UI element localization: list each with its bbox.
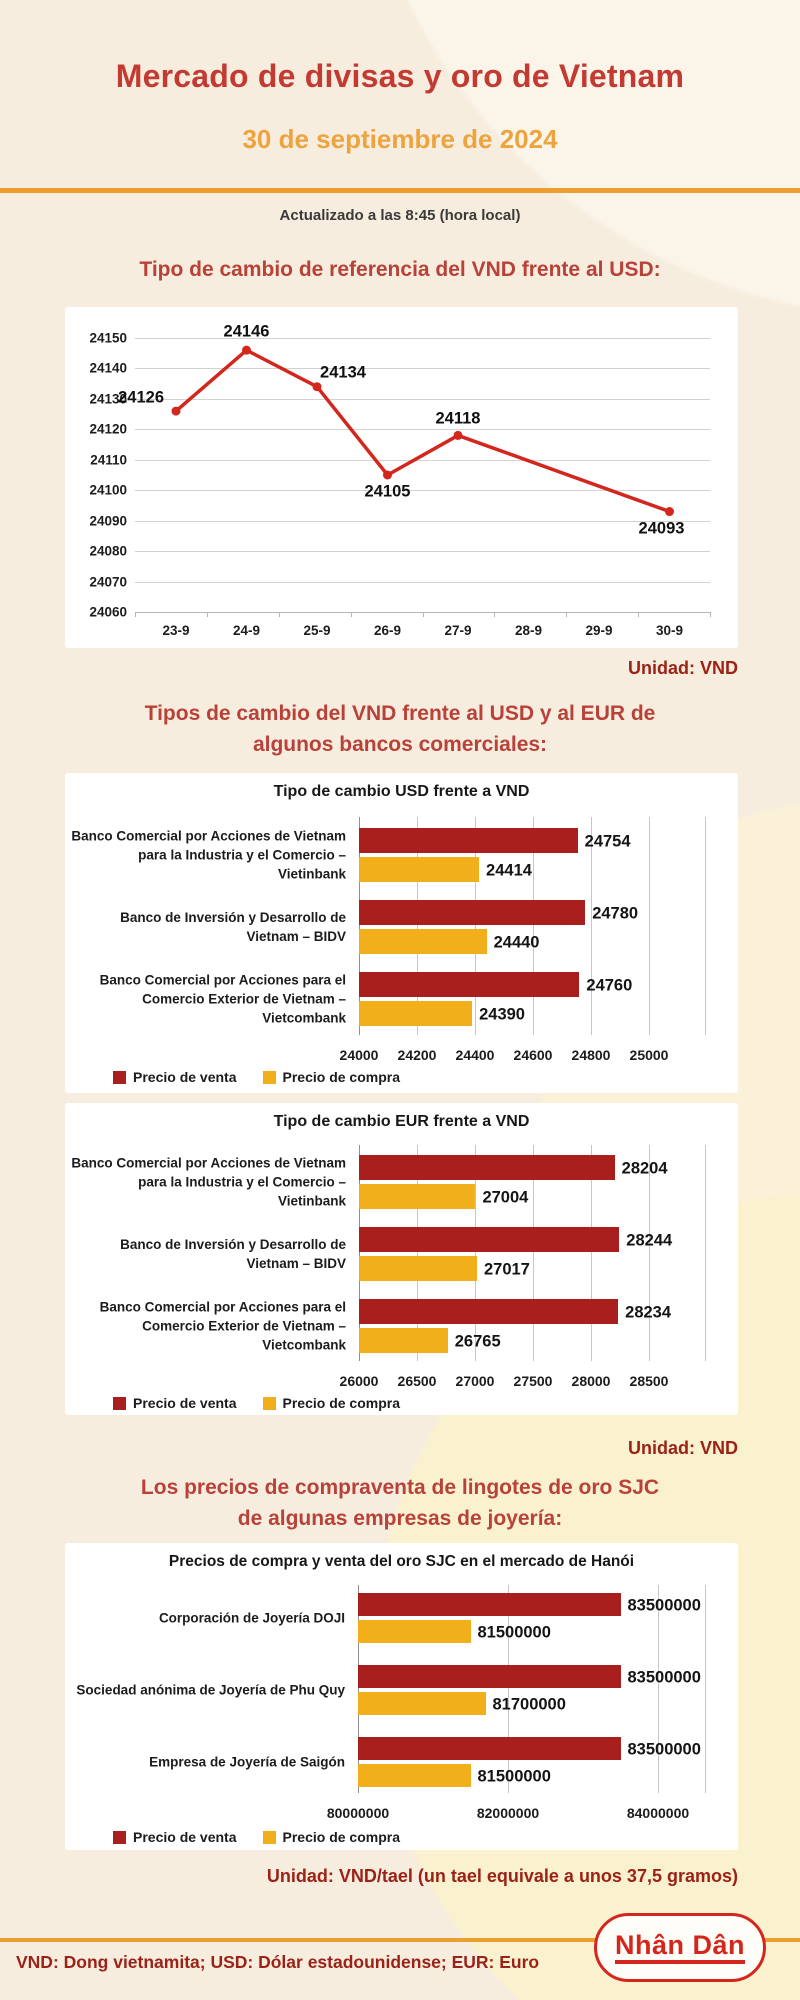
legend-item — [113, 1829, 237, 1845]
page-title: Mercado de divisas y oro de Vietnam — [115, 58, 685, 94]
y-tick-label: 24120 — [89, 421, 127, 437]
x-tick-label: 24600 — [513, 1047, 553, 1063]
bank-label: Banco de Inversión y Desarrollo de Vietnam – BIDV — [120, 1237, 346, 1271]
legend-label: Precio de compra — [282, 1829, 400, 1845]
x-tick-label: 25000 — [629, 1047, 669, 1063]
data-label: 24134 — [320, 363, 366, 382]
unit-note-vnd-1: Unidad: VND — [628, 658, 738, 678]
x-tick-label: 26-9 — [373, 623, 402, 638]
usd-chart-plot — [65, 773, 738, 1093]
chart-legend — [113, 1395, 400, 1411]
bank-label: Banco de Inversión y Desarrollo de Vietnam – BIDV — [120, 910, 346, 944]
bank-label: Sociedad anónima de Joyería de Phu Quy — [76, 1682, 345, 1698]
bar-value-label: 26765 — [454, 1332, 501, 1350]
bar-value-label: 28204 — [621, 1159, 668, 1177]
buy-legend-swatch — [263, 1831, 276, 1844]
usd-bank-bar-chart-panel — [65, 773, 738, 1093]
y-tick-label: 24070 — [89, 574, 127, 590]
legend-label: Precio de venta — [133, 1829, 237, 1845]
bar-value-label: 83500000 — [627, 1740, 701, 1758]
bank-label: Banco Comercial por Acciones para el Comercio Exterior de Vietnam – Vietcombank — [99, 972, 346, 1026]
bank-label: Empresa de Joyería de Saigón — [149, 1754, 345, 1770]
sell-price-bar — [359, 1299, 618, 1324]
section-heading-gold-prices: Los precios de compraventa de lingotes de oro SJC de algunas empresas de joyería: — [140, 1476, 660, 1530]
chart-legend — [113, 1829, 400, 1845]
usd-chart-title: Tipo de cambio USD frente a VND — [273, 783, 530, 800]
x-tick-label: 26500 — [397, 1373, 437, 1389]
y-tick-label: 24130 — [89, 391, 127, 407]
bank-label: Banco Comercial por Acciones de Vietnam para la Industria y el Comercio – Vietinbank — [71, 828, 346, 882]
legend-item — [113, 1069, 237, 1085]
x-tick-label: 24-9 — [232, 623, 261, 638]
buy-price-bar — [358, 1692, 486, 1715]
y-tick-label: 24140 — [89, 360, 127, 376]
legend-item — [263, 1069, 401, 1085]
bar-value-label: 24754 — [584, 832, 631, 850]
page-date: 30 de septiembre de 2024 — [242, 124, 558, 154]
grid-line — [705, 1585, 706, 1793]
sell-legend-swatch — [113, 1831, 126, 1844]
grid-line — [508, 1585, 509, 1793]
legend-item — [263, 1395, 401, 1411]
legend-label: Precio de venta — [133, 1069, 237, 1085]
bank-label: Corporación de Joyería DOJI — [158, 1610, 345, 1626]
bar-value-label: 24440 — [493, 933, 540, 951]
legend-item — [113, 1395, 237, 1411]
x-tick-label: 28-9 — [514, 623, 543, 638]
y-axis-line — [358, 1585, 359, 1793]
x-tick-label: 28500 — [629, 1373, 669, 1389]
legend-item — [263, 1829, 401, 1845]
sell-price-bar — [358, 1665, 621, 1688]
data-point — [242, 346, 251, 355]
sell-price-bar — [358, 1593, 621, 1616]
x-tick-label: 24000 — [339, 1047, 379, 1063]
eur-chart-plot — [65, 1103, 738, 1415]
x-tick-label: 26000 — [339, 1373, 379, 1389]
bar-value-label: 27004 — [482, 1188, 529, 1206]
grid-line — [705, 817, 706, 1035]
bar-value-label: 81500000 — [477, 1623, 551, 1641]
data-point — [665, 507, 674, 516]
nhan-dan-logo — [594, 1913, 766, 1982]
data-label: 24146 — [223, 322, 270, 341]
y-tick-label: 24090 — [89, 513, 127, 529]
y-tick-label: 24110 — [90, 452, 127, 468]
x-tick-label: 30-9 — [655, 623, 684, 638]
bar-value-label: 24414 — [486, 861, 532, 879]
bank-label: Banco Comercial por Acciones de Vietnam para la Industria y el Comercio – Vietinbank — [71, 1155, 346, 1209]
bar-value-label: 83500000 — [627, 1596, 701, 1614]
eur-chart-title: Tipo de cambio EUR frente a VND — [273, 1113, 530, 1130]
bar-value-label: 28244 — [626, 1231, 673, 1249]
bank-label: Banco Comercial por Acciones para el Comercio Exterior de Vietnam – Vietcombank — [99, 1299, 346, 1353]
data-label: 24118 — [435, 409, 481, 428]
y-tick-label: 24060 — [89, 604, 127, 620]
x-tick-label: 84000000 — [626, 1805, 690, 1821]
x-tick-label: 80000000 — [326, 1805, 390, 1821]
legend-label: Precio de venta — [133, 1395, 237, 1411]
unit-note-vnd-tael: Unidad: VND/tael (un tael equivale a unos 37,5 gramos) — [266, 1866, 738, 1886]
gold-chart-plot — [65, 1543, 738, 1850]
sell-price-bar — [359, 1227, 619, 1252]
gold-chart-title: Precios de compra y venta del oro SJC en el mercado de Hanói — [168, 1553, 635, 1570]
updated-timestamp: Actualizado a las 8:45 (hora local) — [279, 207, 521, 224]
nhan-dan-logo-text: Nhân Dân — [615, 1932, 745, 1964]
data-point — [383, 471, 392, 480]
x-tick-label: 27500 — [513, 1373, 553, 1389]
section-heading-bank-rates: Tipos de cambio del VND frente al USD y al EUR de algunos bancos comerciales: — [144, 702, 656, 756]
bar-value-label: 27017 — [483, 1260, 530, 1278]
footer-abbreviations: VND: Dong vietnamita; USD: Dólar estadounidense; EUR: Euro — [16, 1952, 540, 1972]
bar-value-label: 81500000 — [477, 1767, 551, 1785]
y-tick-label: 24100 — [89, 482, 127, 498]
buy-price-bar — [359, 857, 479, 882]
bar-value-label: 24760 — [586, 976, 633, 994]
data-label: 24105 — [364, 482, 411, 501]
top-divider — [0, 188, 800, 193]
sell-price-bar — [358, 1737, 621, 1760]
bar-value-label: 24390 — [479, 1005, 525, 1023]
gold-bar-chart-panel — [65, 1543, 738, 1850]
sell-legend-swatch — [113, 1397, 126, 1410]
x-tick-label: 24200 — [397, 1047, 437, 1063]
rate-line — [176, 350, 670, 511]
legend-label: Precio de compra — [282, 1395, 400, 1411]
data-point — [454, 431, 463, 440]
sell-price-bar — [359, 900, 585, 925]
x-tick-label: 27-9 — [444, 623, 472, 638]
x-tick-label: 25-9 — [303, 623, 331, 638]
x-tick-label: 27000 — [455, 1373, 495, 1389]
data-point — [313, 382, 322, 391]
section-heading-reference-rate: Tipo de cambio de referencia del VND frente al USD: — [139, 258, 661, 281]
buy-legend-swatch — [263, 1071, 276, 1084]
x-tick-label: 28000 — [571, 1373, 611, 1389]
x-tick-label: 24400 — [455, 1047, 495, 1063]
grid-line — [649, 817, 650, 1035]
sell-price-bar — [359, 972, 579, 997]
unit-note-vnd-2: Unidad: VND — [628, 1438, 738, 1458]
buy-price-bar — [359, 1001, 472, 1026]
buy-price-bar — [359, 1256, 477, 1281]
y-tick-label: 24150 — [89, 330, 127, 346]
sell-price-bar — [359, 828, 578, 853]
buy-price-bar — [358, 1620, 471, 1643]
buy-legend-swatch — [263, 1397, 276, 1410]
data-label: 24093 — [638, 519, 685, 538]
y-tick-label: 24080 — [89, 543, 127, 559]
bar-value-label: 81700000 — [492, 1695, 566, 1713]
legend-label: Precio de compra — [282, 1069, 400, 1085]
sell-legend-swatch — [113, 1071, 126, 1084]
chart-legend — [113, 1069, 400, 1085]
data-point — [172, 407, 181, 416]
x-tick-label: 23-9 — [162, 623, 190, 638]
x-tick-label: 29-9 — [585, 623, 613, 638]
eur-bank-bar-chart-panel — [65, 1103, 738, 1415]
rate-line-series — [65, 307, 738, 648]
bar-value-label: 28234 — [625, 1303, 672, 1321]
sell-price-bar — [359, 1155, 615, 1180]
bar-value-label: 24780 — [592, 904, 639, 922]
reference-rate-line-chart-panel — [65, 307, 738, 648]
x-tick-label: 82000000 — [476, 1805, 540, 1821]
data-label: 24126 — [118, 388, 164, 407]
buy-price-bar — [359, 1328, 448, 1353]
grid-line — [658, 1585, 659, 1793]
line-chart-plot — [65, 307, 738, 648]
grid-line — [705, 1145, 706, 1361]
buy-price-bar — [358, 1764, 471, 1787]
bar-value-label: 83500000 — [627, 1668, 701, 1686]
x-tick-label: 24800 — [571, 1047, 611, 1063]
buy-price-bar — [359, 929, 487, 954]
buy-price-bar — [359, 1184, 475, 1209]
